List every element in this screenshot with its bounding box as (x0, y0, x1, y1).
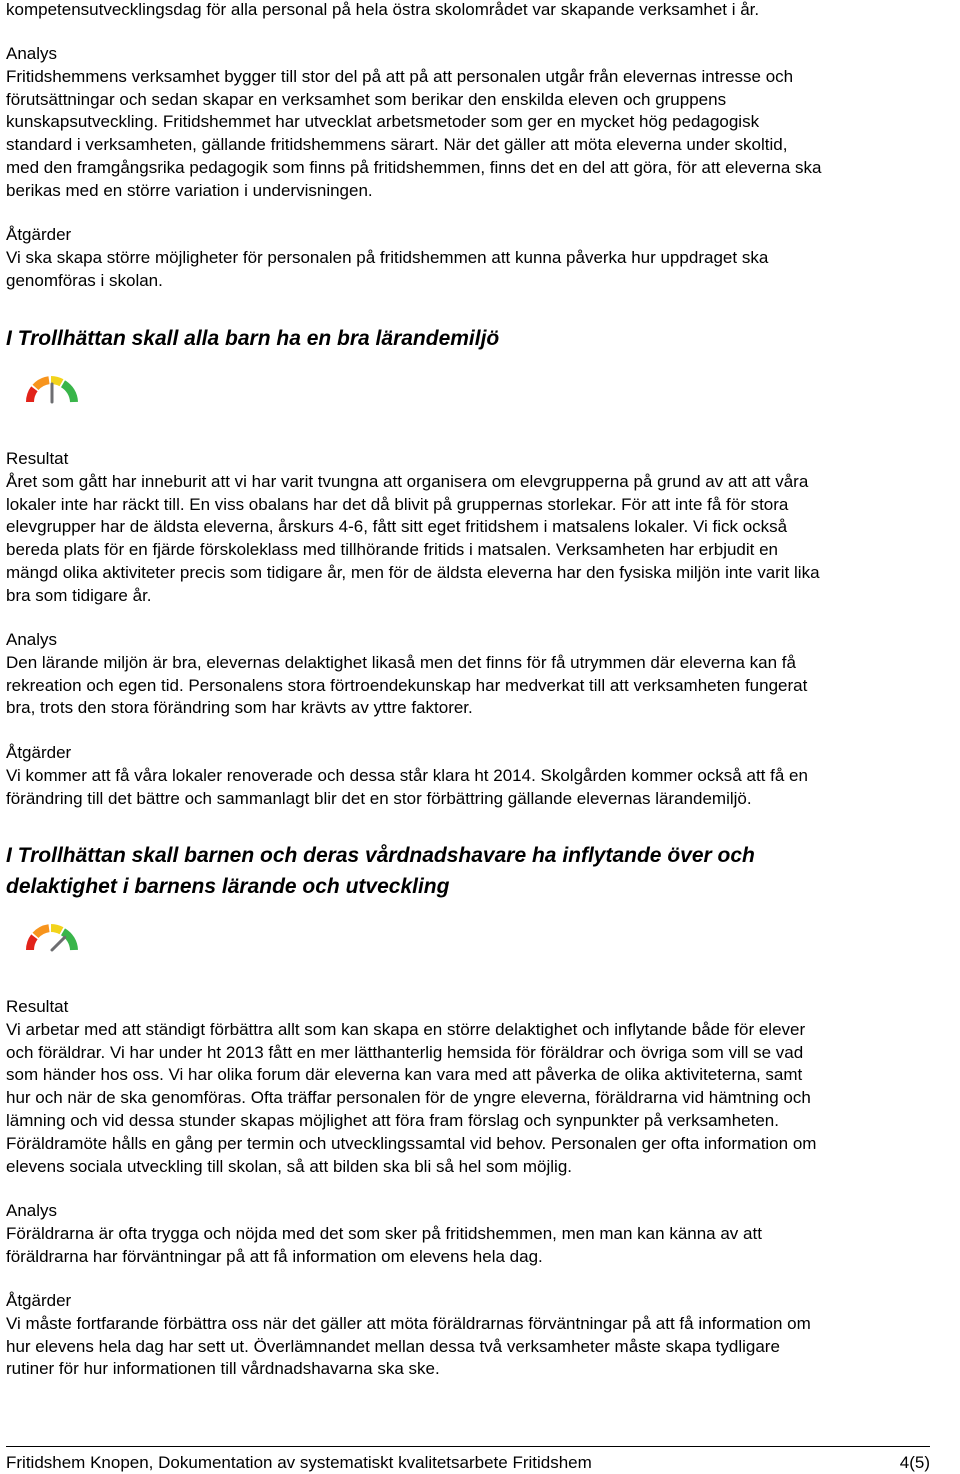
gauge-icon (22, 368, 82, 408)
text-line: lämning och vid dessa stunder skapas möjlighet att föra fram förslag och synpunkter på verksamheten. (6, 1110, 779, 1130)
analys-block-2 (6, 629, 930, 720)
text-line: Året som gått har inneburit att vi har varit tvungna att organisera om elevgrupperna på grund av att att våra (6, 471, 809, 491)
text-line: hur elevens hela dag har sett ut. Överlämnandet mellan dessa två verksamheter måste skapa tydligare (6, 1336, 780, 1356)
text-line: Vi ska skapa större möjligheter för personalen på fritidshemmen att kunna påverka hur uppdraget ska (6, 247, 769, 267)
text-line: mängd olika aktiviteter precis som tidigare år, men för de äldsta eleverna har den fysiska miljön inte varit lika (6, 562, 820, 582)
gauge-segment-orange (36, 928, 50, 935)
atgarder-block-2 (6, 742, 930, 810)
page-footer (6, 1452, 930, 1474)
text-line: och föräldrar. Vi har under ht 2013 fått en mer lätthanterlig hemsida för föräldrar och övriga som vill se vad (6, 1042, 804, 1062)
text-line: föräldrarna har förväntningar på att få information om elevens hela dag. (6, 1246, 543, 1266)
section-title-line: I Trollhättan skall barnen och deras vårdnadshavare ha inflytande över och (6, 844, 755, 867)
text-line: elevgrupper har de äldsta eleverna, årskurs 4-6, fått sitt eget fritidshem i matsalens lokaler. Vi fick också (6, 517, 788, 537)
gauge-segment-red (30, 937, 34, 950)
section-title-line: delaktighet i barnens lärande och utveckling (6, 875, 450, 898)
gauge-segment-green (63, 384, 74, 402)
atgarder-block-3 (6, 1290, 930, 1381)
analys-block-3 (6, 1200, 930, 1268)
atgarder-heading: Åtgärder (6, 1291, 72, 1310)
text-line: rutiner för hur informationen till vårdnadshavarna ska ske. (6, 1359, 440, 1379)
resultat-block-2 (6, 448, 930, 608)
atgarder-block-1 (6, 224, 930, 292)
text-line: Vi måste fortfarande förbättra oss när det gäller att möta föräldrarnas förväntningar på att få information om (6, 1313, 811, 1333)
atgarder-heading: Åtgärder (6, 225, 72, 244)
text-line: rekreation och egen tid. Personalens stora förtroendekunskap har medverkat till att verksamheten fungerat (6, 675, 808, 695)
text-line: förutsättningar och sedan skapar en verksamhet som berikar den enskilda eleven och gruppens (6, 89, 727, 109)
intro-paragraph (6, 0, 930, 22)
text-line: bra som tidigare år. (6, 585, 152, 605)
analys-heading: Analys (6, 1201, 58, 1220)
gauge-segment-orange (36, 380, 50, 387)
text-line: förändring till det bättre och sammanlagt blir det en stor förbättring gällande elevernas lärandemiljö. (6, 788, 752, 808)
text-line: Föräldramöte hålls en gång per termin och utvecklingssamtal vid behov. Personalen ger ofta information om (6, 1133, 817, 1153)
gauge-segment-yellow (51, 928, 62, 931)
atgarder-heading: Åtgärder (6, 743, 72, 762)
analys-block-1 (6, 43, 930, 203)
text-line: Vi arbetar med att ständigt förbättra allt som kan skapa en större delaktighet och inflytande både för elever (6, 1019, 806, 1039)
text-line: bra, trots den stora förändring som har krävts av yttre faktorer. (6, 698, 473, 718)
gauge-icon (22, 916, 82, 956)
resultat-heading: Resultat (6, 997, 69, 1016)
text-line: kompetensutvecklingsdag för alla personal på hela östra skolområdet var skapande verksamhet i år. (6, 0, 760, 19)
text-line: Den lärande miljön är bra, elevernas delaktighet likaså men det finns för få utrymmen där eleverna kan få (6, 652, 796, 672)
section-title (6, 840, 930, 902)
analys-heading: Analys (6, 44, 58, 63)
analys-heading: Analys (6, 630, 58, 649)
text-line: standard i verksamheten, gällande fritidshemmens särart. När det gäller att möta eleverna under skoltid, (6, 135, 788, 155)
page-number: 4(5) (899, 1453, 930, 1472)
gauge-segment-red (30, 389, 34, 402)
text-line: bereda plats för en fjärde förskoleklass med tillhörande fritids i matsalen. Verksamheten har erbjudit en (6, 540, 779, 560)
text-line: Fritidshemmens verksamhet bygger till stor del på att på att personalen utgår från elevernas intresse och (6, 66, 794, 86)
resultat-block-3 (6, 996, 930, 1178)
text-line: lokaler inte har räckt till. En viss obalans har det då blivit på gruppernas storlekar. För att inte få för stora (6, 494, 789, 514)
text-line: med den framgångsrika pedagogik som finns på fritidshemmen, finns det en del att göra, för att eleverna ska (6, 157, 822, 177)
text-line: som händer hos oss. Vi har olika forum där eleverna kan vara med att påverka de olika aktiviteterna, samt (6, 1065, 803, 1085)
text-line: Föräldrarna är ofta trygga och nöjda med det som sker på fritidshemmen, men man kan känna av att (6, 1223, 762, 1243)
text-line: genomföras i skolan. (6, 270, 163, 290)
footer-divider (6, 1446, 930, 1447)
footer-title: Fritidshem Knopen, Dokumentation av systematiskt kvalitetsarbete Fritidshem (6, 1453, 592, 1472)
text-line: kunskapsutveckling. Fritidshemmet har utvecklat arbetsmetoder som ger en mycket hög pedagogisk (6, 112, 760, 132)
resultat-heading: Resultat (6, 449, 69, 468)
gauge-needle (52, 937, 65, 950)
text-line: elevens sociala utveckling till skolan, så att bilden ska bli så hel som möjlig. (6, 1156, 572, 1176)
gauge-segment-yellow (51, 380, 62, 383)
text-line: berikas med en större variation i undervisningen. (6, 180, 373, 200)
section-title: I Trollhättan skall alla barn ha en bra lärandemiljö (6, 327, 500, 350)
text-line: Vi kommer att få våra lokaler renoverade och dessa står klara ht 2014. Skolgården kommer också att få en (6, 765, 808, 785)
text-line: hur och när de ska genomföras. Ofta träffar personalen för de yngre eleverna, föräldrarna vid hämtning och (6, 1088, 811, 1108)
gauge-segment-green (63, 932, 74, 950)
